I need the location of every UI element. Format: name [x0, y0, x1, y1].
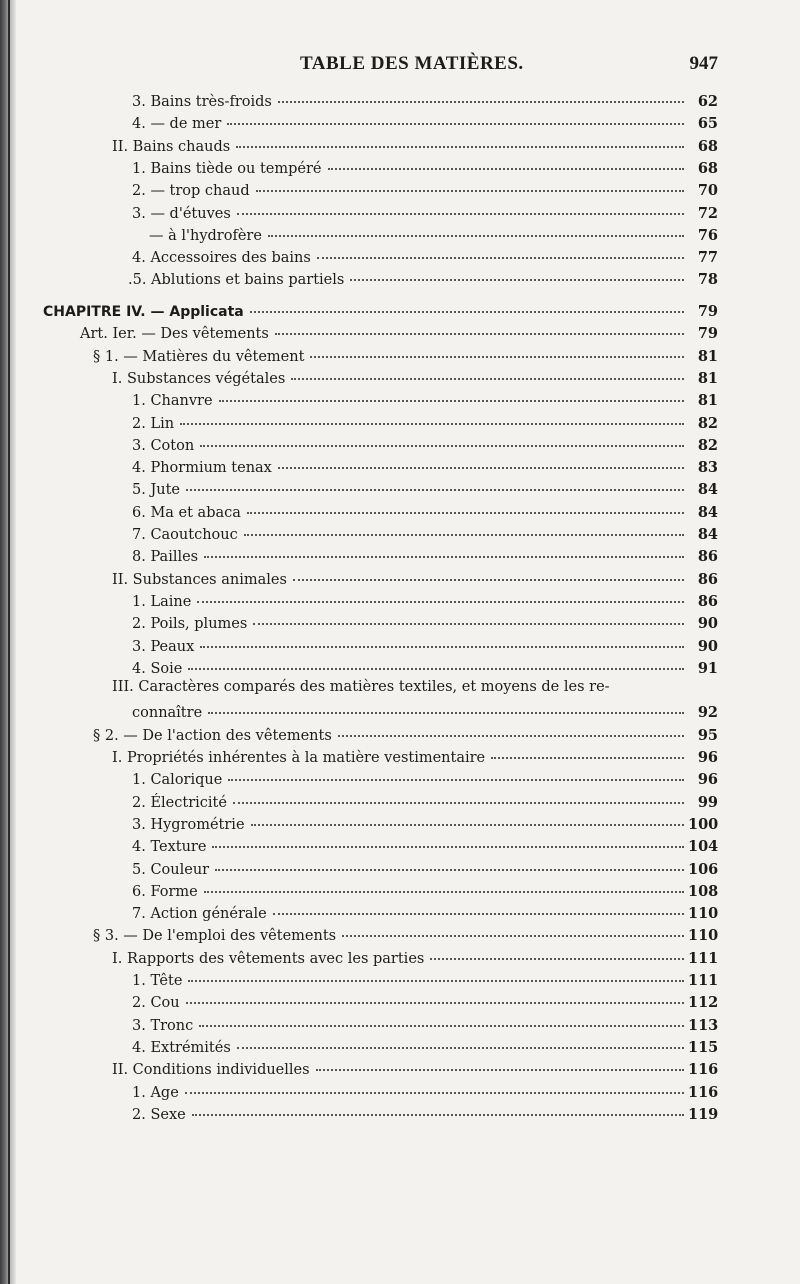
toc-entry-page: 95 — [697, 726, 718, 744]
toc-entry-label: I. Substances végétales — [112, 370, 286, 387]
dot-leader — [338, 721, 684, 737]
dot-leader — [250, 297, 684, 313]
dot-leader — [192, 1100, 684, 1116]
toc-entry-page: 111 — [688, 972, 719, 989]
toc-entry-page: 86 — [697, 548, 718, 566]
dot-leader — [247, 498, 684, 514]
toc-entry-page: 70 — [697, 182, 718, 200]
toc-entry-page: 84 — [697, 503, 718, 521]
toc-entry-label: 3. Bains très-froids — [132, 94, 272, 110]
toc-entry-page: 81 — [697, 347, 718, 365]
toc-entry-page: 78 — [697, 271, 718, 289]
dot-leader — [350, 265, 684, 281]
dot-leader — [219, 386, 684, 402]
toc-entry-label: 1. Tête — [132, 973, 183, 989]
toc-entry-page: 90 — [697, 615, 718, 633]
toc-entry-page: 115 — [688, 1038, 719, 1056]
dot-leader — [273, 899, 684, 915]
toc-entry-page: 116 — [688, 1083, 719, 1101]
toc-entry-label: 2. Électricité — [132, 794, 227, 811]
toc-entry-page: 90 — [697, 637, 718, 655]
toc-entry-label: 4. Phormium tenax — [132, 460, 272, 477]
toc-entry-label: 6. Ma et abaca — [132, 504, 241, 521]
toc-entry-page: 110 — [688, 927, 719, 945]
toc-entry-page: 68 — [697, 137, 718, 155]
dot-leader — [204, 877, 684, 893]
toc-entry-page: 116 — [688, 1061, 719, 1079]
toc-entry-page: 92 — [697, 704, 718, 722]
dot-leader — [200, 632, 684, 648]
toc-entry-page: 86 — [697, 592, 718, 610]
dot-leader — [186, 988, 684, 1004]
toc-entry-label: 2. Cou — [132, 995, 180, 1012]
toc-entry-label: — à l'hydrofère — [149, 227, 262, 244]
toc-entry-page: 110 — [688, 905, 719, 923]
dot-leader — [233, 788, 684, 804]
toc-entry-label: 1. Calorique — [132, 772, 223, 789]
dot-leader — [328, 154, 685, 170]
toc-entry-page: 82 — [697, 436, 718, 454]
dot-leader — [237, 1033, 684, 1049]
toc-entry-page: 72 — [697, 204, 718, 222]
toc-entry-label: 5. Jute — [132, 482, 181, 499]
toc-entry-label: 2. Sexe — [132, 1106, 186, 1123]
toc-entry-label: 3. Hygrométrie — [132, 816, 245, 833]
toc-entry-label: 2. Poils, plumes — [132, 616, 248, 633]
toc-entry-label: 1. Laine — [132, 593, 192, 610]
toc-entry-page: 77 — [697, 249, 718, 267]
toc-entry-page: 86 — [697, 570, 718, 588]
toc-entry-page: 82 — [697, 414, 718, 432]
dot-leader — [491, 743, 684, 759]
dot-leader — [208, 698, 684, 714]
dot-leader — [291, 364, 684, 380]
dot-leader — [293, 565, 684, 581]
dot-leader — [186, 475, 684, 491]
toc-entry — [132, 657, 718, 679]
toc-entry-label: 3. — d'étuves — [132, 205, 231, 222]
toc-entry-page: 76 — [697, 226, 718, 244]
toc-entry-page: 113 — [688, 1016, 719, 1034]
toc-entry-label: § 1. — Matières du vêtement — [93, 348, 305, 365]
toc-entry-page: 84 — [697, 526, 718, 543]
toc-entry-page: 104 — [688, 838, 719, 856]
toc-entry-label: 8. Pailles — [132, 549, 199, 566]
dot-leader — [342, 921, 684, 937]
page-title: TABLE DES MATIÈRES. — [300, 53, 524, 74]
page-number: 947 — [689, 53, 718, 74]
toc-entry-label: 2. — trop chaud — [132, 183, 250, 200]
toc-entry-label: 3. Tronc — [132, 1017, 194, 1034]
toc-entry-label: 5. Couleur — [132, 861, 210, 878]
dot-leader — [204, 542, 684, 558]
dot-leader — [317, 243, 684, 259]
toc-entry-label: connaître — [132, 705, 203, 722]
dot-leader — [310, 342, 684, 358]
toc-entry-page: 108 — [688, 882, 719, 900]
dot-leader — [253, 609, 684, 625]
toc-entry-label: 6. Forme — [132, 883, 198, 900]
toc-entry-label: II. Substances animales — [112, 571, 287, 588]
dot-leader — [185, 1078, 684, 1094]
dot-leader — [197, 587, 684, 603]
toc-entry-label: 3. Peaux — [132, 638, 195, 655]
toc-entry-label: II. Conditions individuelles — [112, 1062, 310, 1079]
toc-entry-page: 81 — [697, 392, 718, 410]
dot-leader — [212, 832, 684, 848]
toc-entry — [132, 1103, 718, 1125]
dot-leader — [180, 409, 684, 425]
toc-entry-page: 83 — [697, 459, 718, 477]
dot-leader — [228, 765, 684, 781]
dot-leader — [256, 176, 684, 192]
toc-entry-label: I. Rapports des vêtements avec les parties — [112, 950, 425, 967]
toc-entry-page: 106 — [688, 860, 719, 878]
toc-entry-label: 7. Caoutchouc — [132, 527, 238, 543]
dot-leader — [188, 654, 684, 670]
toc-entry-page: 96 — [697, 771, 718, 789]
toc-entry-label: 1. Chanvre — [132, 393, 213, 410]
dot-leader — [268, 221, 684, 237]
dot-leader — [215, 855, 684, 871]
dot-leader — [275, 319, 684, 335]
toc-entry-label: Art. Ier. — Des vêtements — [80, 326, 269, 343]
toc-entry-page: 79 — [697, 325, 718, 343]
dot-leader — [316, 1055, 684, 1071]
toc-entry — [128, 268, 718, 290]
dot-leader — [244, 520, 684, 536]
toc-entry-label: 4. Texture — [132, 839, 207, 856]
toc-entry-label: 4. Accessoires des bains — [132, 250, 311, 267]
toc-entry-page: 81 — [697, 369, 718, 387]
dot-leader — [278, 87, 684, 103]
toc-entry-label: 3. Coton — [132, 437, 195, 454]
toc-entry-label: .5. Ablutions et bains partiels — [128, 272, 345, 289]
toc-entry-page: 62 — [697, 93, 718, 110]
dot-leader — [188, 966, 684, 982]
toc-entry-label: 2. Lin — [132, 415, 175, 432]
dot-leader — [278, 453, 684, 469]
toc-entry-page: 65 — [697, 115, 718, 133]
toc-entry-label: 4. — de mer — [132, 116, 222, 133]
toc-entry-page: 99 — [697, 793, 718, 811]
toc-entry-label: III. Caractères comparés des matières textiles, et moyens de les re- — [112, 679, 610, 696]
page-header — [0, 53, 800, 79]
toc-entry-label: CHAPITRE IV. — Applicata — [43, 304, 244, 320]
toc-entry-label: § 3. — De l'emploi des vêtements — [93, 928, 337, 945]
toc-entry-page: 68 — [697, 159, 718, 177]
dot-leader — [199, 1011, 684, 1027]
toc-entry-label: 7. Action générale — [132, 906, 267, 923]
toc-entry-label: 1. Age — [132, 1084, 179, 1101]
dot-leader — [200, 431, 684, 447]
toc-entry-page: 119 — [688, 1105, 719, 1123]
toc-entry-page: 96 — [697, 749, 718, 766]
toc-entry-page: 91 — [697, 659, 718, 677]
toc-entry-label: § 2. — De l'action des vêtements — [93, 727, 332, 744]
binding-line — [8, 0, 10, 1284]
toc-entry-page: 84 — [697, 481, 718, 499]
toc-entry-page: 100 — [688, 815, 719, 833]
toc-entry-label: 4. Extrémités — [132, 1039, 231, 1056]
toc-entry-label: 4. Soie — [132, 660, 183, 677]
dot-leader — [227, 109, 684, 125]
toc-entry-page: 112 — [688, 994, 719, 1012]
toc-entry-page: 111 — [688, 949, 719, 967]
dot-leader — [236, 132, 684, 148]
toc-entry-label: II. Bains chauds — [112, 138, 231, 155]
toc-entry-label: I. Propriétés inhérentes à la matière vestimentaire — [112, 750, 486, 766]
toc-entry-page: 79 — [697, 303, 718, 320]
toc-entry-label: 1. Bains tiède ou tempéré — [132, 160, 322, 177]
dot-leader — [430, 944, 684, 960]
dot-leader — [251, 810, 684, 826]
dot-leader — [237, 199, 684, 215]
